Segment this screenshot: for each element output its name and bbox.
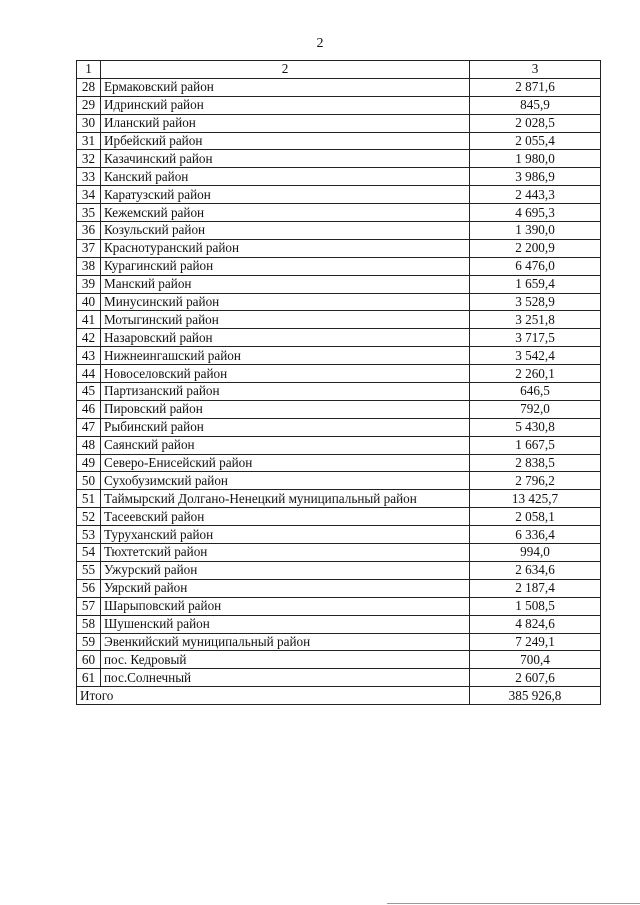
amount-value: 1 508,5 <box>470 597 601 615</box>
row-number: 49 <box>77 454 101 472</box>
row-number: 35 <box>77 204 101 222</box>
table-row <box>77 526 601 544</box>
row-number: 36 <box>77 222 101 240</box>
district-name: Нижнеингашский район <box>101 347 470 365</box>
page-number: 2 <box>316 36 324 51</box>
row-number: 31 <box>77 132 101 150</box>
table-row <box>77 293 601 311</box>
row-number: 58 <box>77 615 101 633</box>
amount-value: 1 390,0 <box>470 222 601 240</box>
district-name: Иланский район <box>101 114 470 132</box>
table-row <box>77 651 601 669</box>
amount-value: 2 607,6 <box>470 669 601 687</box>
row-number: 47 <box>77 418 101 436</box>
total-row <box>77 687 601 705</box>
row-number: 50 <box>77 472 101 490</box>
total-value: 385 926,8 <box>470 687 601 705</box>
header-col-number: 1 <box>77 61 101 79</box>
district-name: Партизанский район <box>101 383 470 401</box>
table-row <box>77 579 601 597</box>
table-row <box>77 96 601 114</box>
amount-value: 6 336,4 <box>470 526 601 544</box>
table-row <box>77 561 601 579</box>
amount-value: 3 251,8 <box>470 311 601 329</box>
district-name: Сухобузимский район <box>101 472 470 490</box>
table-row <box>77 633 601 651</box>
table-row <box>77 383 601 401</box>
district-name: Эвенкийский муниципальный район <box>101 633 470 651</box>
district-name: Каратузский район <box>101 186 470 204</box>
row-number: 32 <box>77 150 101 168</box>
table-row <box>77 615 601 633</box>
district-name: Ужурский район <box>101 561 470 579</box>
row-number: 38 <box>77 257 101 275</box>
row-number: 28 <box>77 78 101 96</box>
row-number: 37 <box>77 239 101 257</box>
row-number: 46 <box>77 400 101 418</box>
header-col-name: 2 <box>101 61 470 79</box>
header-row <box>77 61 601 79</box>
amount-value: 3 986,9 <box>470 168 601 186</box>
row-number: 55 <box>77 561 101 579</box>
row-number: 45 <box>77 383 101 401</box>
amount-value: 646,5 <box>470 383 601 401</box>
table-row <box>77 168 601 186</box>
table-row <box>77 239 601 257</box>
amount-value: 2 260,1 <box>470 365 601 383</box>
row-number: 44 <box>77 365 101 383</box>
district-name: Минусинский район <box>101 293 470 311</box>
row-number: 29 <box>77 96 101 114</box>
amount-value: 2 796,2 <box>470 472 601 490</box>
row-number: 61 <box>77 669 101 687</box>
table-row <box>77 400 601 418</box>
amount-value: 4 695,3 <box>470 204 601 222</box>
district-name: Идринский район <box>101 96 470 114</box>
row-number: 60 <box>77 651 101 669</box>
row-number: 57 <box>77 597 101 615</box>
district-name: Рыбинский район <box>101 418 470 436</box>
amount-value: 2 200,9 <box>470 239 601 257</box>
row-number: 54 <box>77 544 101 562</box>
table-row <box>77 365 601 383</box>
district-name: Пировский район <box>101 400 470 418</box>
amount-value: 2 187,4 <box>470 579 601 597</box>
district-name: Таймырский Долгано-Ненецкий муниципальный район <box>101 490 470 508</box>
district-name: Козульский район <box>101 222 470 240</box>
row-number: 43 <box>77 347 101 365</box>
table-row <box>77 454 601 472</box>
row-number: 40 <box>77 293 101 311</box>
table-row <box>77 329 601 347</box>
row-number: 30 <box>77 114 101 132</box>
district-name: Саянский район <box>101 436 470 454</box>
table-row <box>77 186 601 204</box>
table-row <box>77 114 601 132</box>
amount-value: 700,4 <box>470 651 601 669</box>
table-footer <box>77 687 601 705</box>
row-number: 39 <box>77 275 101 293</box>
table-row <box>77 418 601 436</box>
district-name: Тюхтетский район <box>101 544 470 562</box>
district-name: пос.Солнечный <box>101 669 470 687</box>
row-number: 33 <box>77 168 101 186</box>
table-header <box>77 61 601 79</box>
amount-value: 2 443,3 <box>470 186 601 204</box>
table-row <box>77 597 601 615</box>
district-name: Краснотуранский район <box>101 239 470 257</box>
district-name: Тасеевский район <box>101 508 470 526</box>
district-name: Кежемский район <box>101 204 470 222</box>
amount-value: 1 980,0 <box>470 150 601 168</box>
table-row <box>77 544 601 562</box>
district-name: Мотыгинский район <box>101 311 470 329</box>
table-row <box>77 204 601 222</box>
amount-value: 4 824,6 <box>470 615 601 633</box>
row-number: 56 <box>77 579 101 597</box>
table-row <box>77 508 601 526</box>
district-name: Шарыповский район <box>101 597 470 615</box>
district-name: Канский район <box>101 168 470 186</box>
district-name: Курагинский район <box>101 257 470 275</box>
table-row <box>77 150 601 168</box>
table-body <box>77 78 601 686</box>
district-name: Ермаковский район <box>101 78 470 96</box>
amount-value: 994,0 <box>470 544 601 562</box>
amount-value: 2 634,6 <box>470 561 601 579</box>
table-row <box>77 275 601 293</box>
amount-value: 6 476,0 <box>470 257 601 275</box>
table-row <box>77 669 601 687</box>
row-number: 59 <box>77 633 101 651</box>
row-number: 53 <box>77 526 101 544</box>
row-number: 51 <box>77 490 101 508</box>
district-name: Казачинский район <box>101 150 470 168</box>
amount-value: 13 425,7 <box>470 490 601 508</box>
amount-value: 3 717,5 <box>470 329 601 347</box>
amount-value: 845,9 <box>470 96 601 114</box>
table-row <box>77 436 601 454</box>
budget-table <box>76 60 601 705</box>
amount-value: 5 430,8 <box>470 418 601 436</box>
amount-value: 792,0 <box>470 400 601 418</box>
table-row <box>77 472 601 490</box>
district-name: Северо-Енисейский район <box>101 454 470 472</box>
table-row <box>77 347 601 365</box>
scan-edge-line <box>387 903 640 904</box>
total-label: Итого <box>77 687 470 705</box>
row-number: 41 <box>77 311 101 329</box>
amount-value: 1 659,4 <box>470 275 601 293</box>
table-row <box>77 311 601 329</box>
row-number: 42 <box>77 329 101 347</box>
district-name: Назаровский район <box>101 329 470 347</box>
row-number: 48 <box>77 436 101 454</box>
amount-value: 3 542,4 <box>470 347 601 365</box>
table-row <box>77 78 601 96</box>
district-name: Шушенский район <box>101 615 470 633</box>
amount-value: 2 028,5 <box>470 114 601 132</box>
table-row <box>77 132 601 150</box>
table-row <box>77 257 601 275</box>
district-name: Новоселовский район <box>101 365 470 383</box>
amount-value: 2 838,5 <box>470 454 601 472</box>
district-name: Манский район <box>101 275 470 293</box>
row-number: 52 <box>77 508 101 526</box>
table-row <box>77 222 601 240</box>
district-name: пос. Кедровый <box>101 651 470 669</box>
amount-value: 2 058,1 <box>470 508 601 526</box>
row-number: 34 <box>77 186 101 204</box>
district-name: Ирбейский район <box>101 132 470 150</box>
amount-value: 1 667,5 <box>470 436 601 454</box>
district-name: Уярский район <box>101 579 470 597</box>
amount-value: 2 055,4 <box>470 132 601 150</box>
amount-value: 2 871,6 <box>470 78 601 96</box>
amount-value: 3 528,9 <box>470 293 601 311</box>
header-col-value: 3 <box>470 61 601 79</box>
amount-value: 7 249,1 <box>470 633 601 651</box>
district-name: Туруханский район <box>101 526 470 544</box>
table-row <box>77 490 601 508</box>
